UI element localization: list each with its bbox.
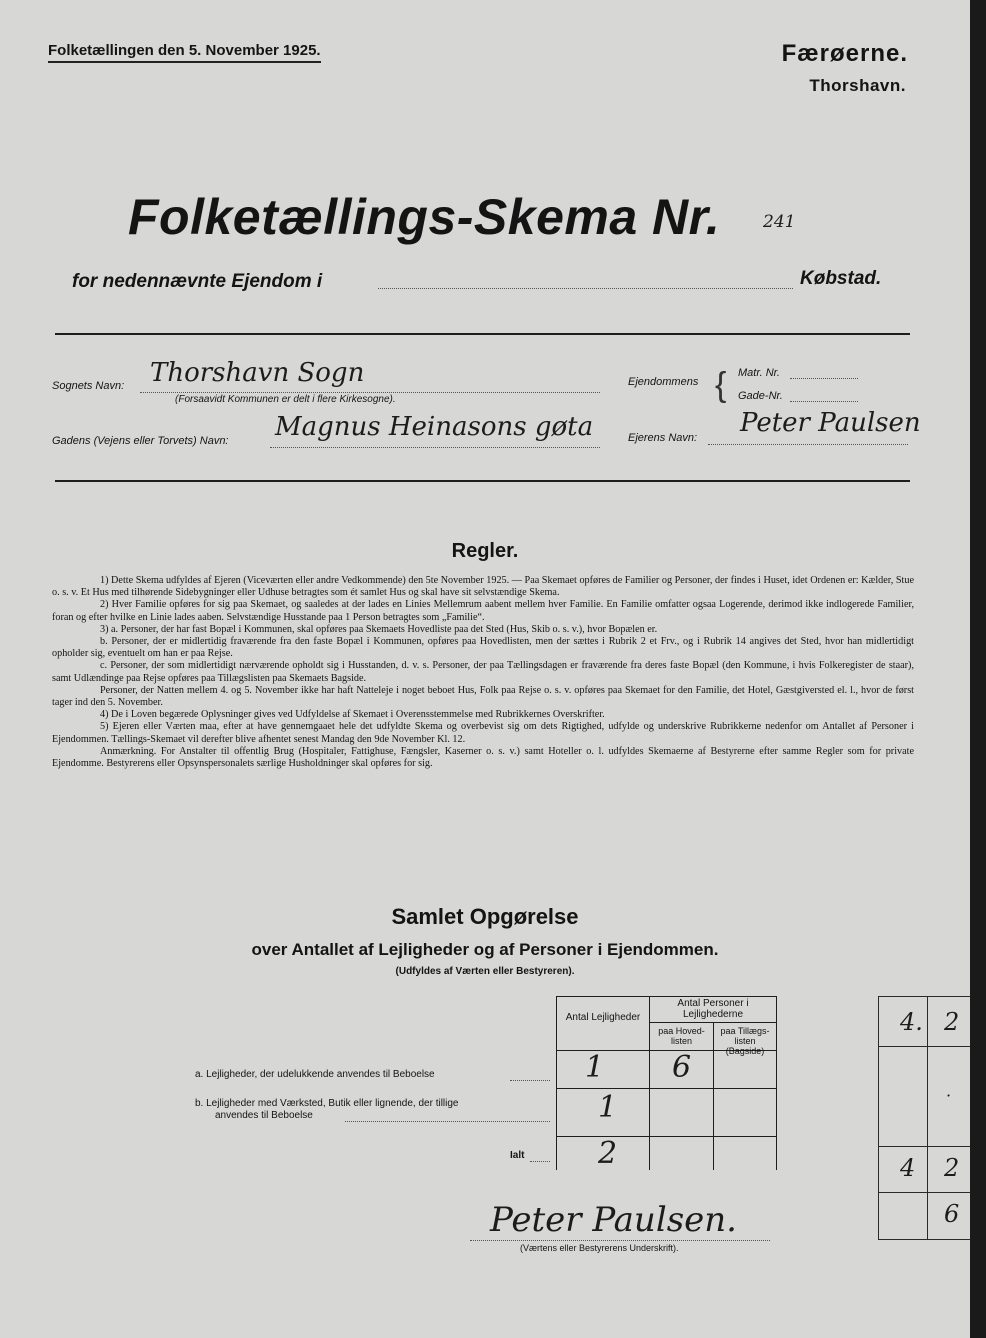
table-row-a-bottom: [556, 1088, 776, 1089]
summary-note: (Udfyldes af Værten eller Bestyreren).: [395, 966, 575, 977]
side-r3c2: 2: [944, 1154, 960, 1182]
total-label: Ialt: [510, 1150, 525, 1161]
total-antal-handwritten: 2: [598, 1136, 618, 1171]
side-r4c2: 6: [944, 1200, 960, 1228]
side-grid-middle: [927, 996, 928, 1240]
row-b-label-line-2: anvendes til Beboelse: [215, 1110, 313, 1121]
rule-3b: b. Personer, der er midlertidig fraværende fra den faste Bopæl i Kommunen, opføres paa Hovedlisten, men der sættes i Rubrik 2 et Frv., og i Rubrik 14 angives det Sted, hvor han midlertidigt opholder sig, eventuelt om han er paa Rejse.: [52, 636, 914, 660]
rule-3c: c. Personer, der som midlertidigt nærværende opholdt sig i Husstanden, d. v. s. Personer, der paa Tællingsdagen er fraværende fra deres faste Bopæl (den Kommune, i hvis Folkeregister de staar), samt Udlændinge paa Rejse opføres paa Tillægslisten paa Skemaets Bagside.: [52, 660, 914, 684]
city-heading: Thorshavn.: [809, 76, 906, 95]
side-grid-left: [878, 996, 879, 1240]
side-grid-top: [878, 996, 970, 997]
parish-label: Sognets Navn:: [52, 380, 125, 392]
kobstad-label: Købstad.: [800, 268, 882, 289]
col-hoved-header: paa Hoved-listen: [658, 1026, 705, 1046]
side-grid-row-3: [878, 1192, 970, 1193]
parish-note: (Forsaavidt Kommunen er delt i flere Kirkesogne).: [175, 394, 396, 405]
region-heading: Færøerne.: [781, 40, 908, 67]
side-r3c1: 4: [900, 1154, 916, 1182]
table-top-border: [556, 996, 776, 997]
col-persons-header: Antal Personer i Lejlighederne: [677, 998, 749, 1020]
rule-3-note: Personer, der Natten mellem 4. og 5. November ikke har haft Natteleje i noget beboet Hus, Folk paa Rejse o. s. v. opføres paa Skemaet for den Familie, det Hotel, Gæstgiversted el. l., hvor de først tager ind den 5. November.: [52, 684, 914, 709]
estate-brace: {: [715, 366, 727, 404]
parish-fill-line: [140, 392, 600, 393]
census-date-heading: Folketællingen den 5. November 1925.: [48, 42, 321, 63]
rule-1: 1) Dette Skema udfyldes af Ejeren (Viceværten eller andre Vedkommende) den 5te November 1925. — Paa Skemaet opføres de Familier og Personer, der findes i Huset, idet Ordenen er: Kælder, Stue o. s. v. Et Hus med tilhørende Sidebygninger eller Udhuse betragtes som ét samlet Hus og skal have sit selvstændige Skema.: [52, 575, 914, 599]
divider-bottom: [55, 480, 910, 482]
side-r2c2: ·: [946, 1086, 952, 1105]
table-subheader-line: [649, 1022, 776, 1023]
col-tillaeg-header: paa Tillægs-listen (Bagside): [720, 1026, 770, 1056]
divider-top: [55, 333, 910, 335]
owner-fill-line: [708, 444, 908, 445]
row-a-hoved-handwritten: 6: [672, 1050, 692, 1085]
signature-line: [470, 1240, 770, 1241]
side-r1c2: 2: [944, 1008, 960, 1036]
street-value-handwritten: Magnus Heinasons gøta: [275, 412, 594, 442]
form-title: Folketællings-Skema Nr.: [128, 189, 721, 245]
estate-label: Ejendommens: [628, 376, 699, 388]
signature-handwritten: Peter Paulsen.: [490, 1200, 737, 1240]
matr-fill-line: [790, 378, 858, 379]
matr-label: Matr. Nr.: [738, 367, 780, 379]
parish-value-handwritten: Thorshavn Sogn: [150, 358, 365, 388]
side-grid-bottom: [878, 1239, 970, 1240]
gade-fill-line: [790, 401, 858, 402]
rules-title: Regler.: [451, 540, 519, 562]
summary-title: Samlet Opgørelse: [391, 904, 579, 929]
row-b-label-line-1: b. Lejligheder med Værksted, Butik eller lignende, der tillige: [195, 1098, 459, 1109]
row-b-antal-handwritten: 1: [598, 1090, 618, 1125]
row-a-dots: [510, 1080, 550, 1081]
table-row-b-bottom: [556, 1136, 776, 1137]
gade-label: Gade-Nr.: [738, 390, 783, 402]
row-b-dots: [345, 1121, 550, 1122]
street-fill-line: [270, 447, 600, 448]
row-a-label: a. Lejligheder, der udelukkende anvendes til Beboelse: [195, 1069, 435, 1080]
rule-2: 2) Hver Familie opføres for sig paa Skemaet, og saaledes at der lades en Linies Mellemrum aabent mellem hver Familie. En Familie omfatter ogsaa Logerende, derimod ikke indlogerede Familier, foran og efter hvilke en Linie lades aaben. Selvstændige Husstande paa 1 Person betragtes som „Familie“.: [52, 599, 914, 623]
street-label: Gadens (Vejens eller Torvets) Navn:: [52, 435, 229, 447]
signature-label: (Værtens eller Bestyrerens Underskrift).: [520, 1243, 679, 1253]
owner-value-handwritten: Peter Paulsen: [740, 408, 921, 438]
rule-5: 5) Ejeren eller Værten maa, efter at have gennemgaaet hele det udfyldte Skema og overbevist sig om dets Rigtighed, udfylde og underskrive Rubrikkerne nedenfor om Antallet af Personer i Ejendommen. Tællings-Skemaet vil derefter blive afhentet senest Mandag den 9de November Kl. 12.: [52, 721, 914, 745]
rule-3a: 3) a. Personer, der har fast Bopæl i Kommunen, skal opføres paa Skemaets Hovedliste paa det Sted (Hus, Skib o. s. v.), hvor Bopælen er.: [100, 623, 658, 635]
total-dots: [530, 1161, 550, 1162]
table-right-border: [776, 996, 777, 1170]
rule-annotation: Anmærkning. For Anstalter til offentlig Brug (Hospitaler, Fattighuse, Fængsler, Kaserner o. s. v.) samt Hoteller o. l. udfyldes Skemaerne af Bestyrerne efter samme Regler som for private Ejendomme. Bestyrerens eller Opsynspersonalets særlige Husholdninger skal opføres for sig.: [52, 745, 914, 770]
row-a-antal-handwritten: 1: [585, 1050, 605, 1085]
table-left-border: [556, 996, 557, 1170]
side-r1c1: 4.: [900, 1008, 923, 1036]
side-grid-row-1: [878, 1046, 970, 1047]
rule-4: 4) De i Loven begærede Oplysninger gives ved Udfyldelse af Skemaet i Overensstemmelse med Rubrikkernes Overskrifter.: [100, 709, 605, 721]
form-subtitle: for nedennævnte Ejendom i: [72, 271, 323, 292]
owner-label: Ejerens Navn:: [628, 432, 698, 444]
side-grid-row-2: [878, 1146, 970, 1147]
col-antal-header: Antal Lejligheder: [565, 1012, 641, 1023]
form-number-handwritten: 241: [763, 212, 796, 232]
rules-body: [52, 575, 914, 770]
summary-subtitle: over Antallet af Lejligheder og af Personer i Ejendommen.: [251, 940, 719, 959]
subtitle-fill-line: [378, 288, 793, 289]
